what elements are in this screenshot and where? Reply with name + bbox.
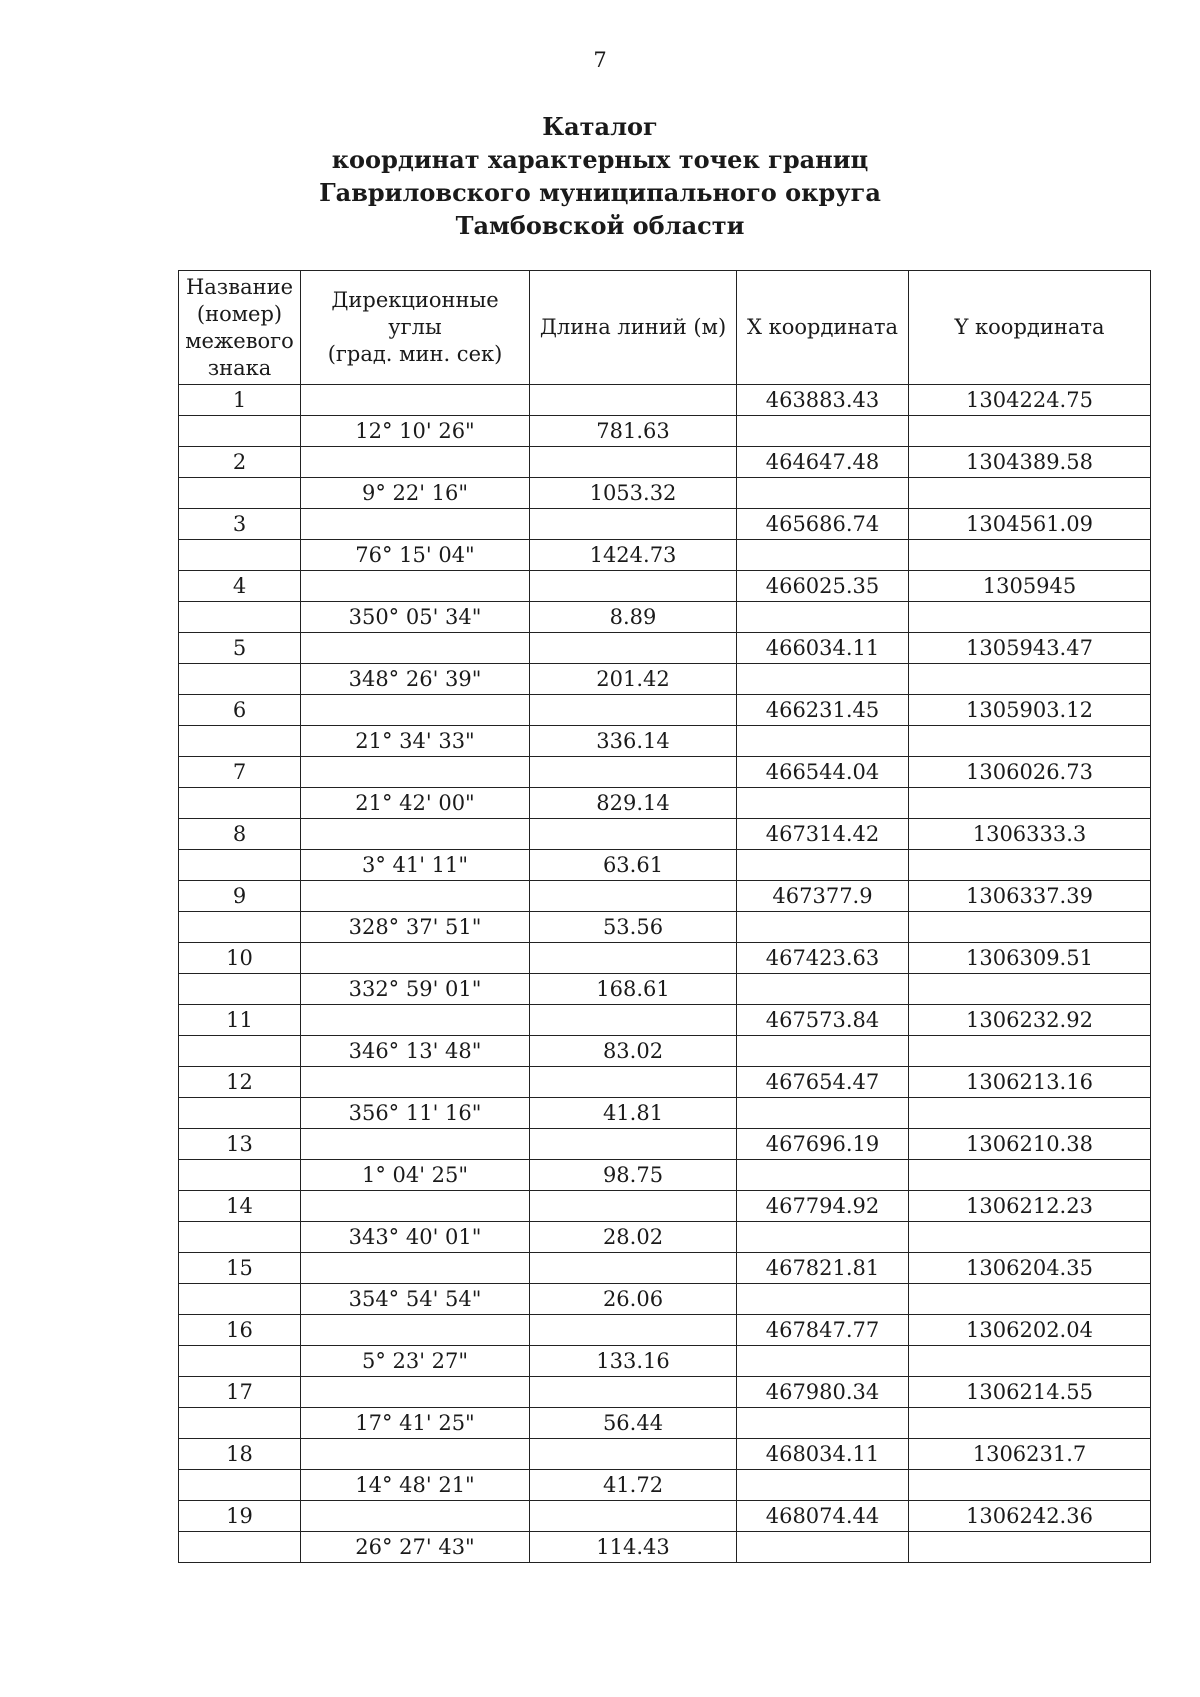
cell-y: 1305943.47 [909,633,1151,664]
cell-length: 63.61 [530,850,737,881]
cell-mark [179,726,301,757]
cell-angle [301,1067,530,1098]
cell-y [909,726,1151,757]
cell-length: 336.14 [530,726,737,757]
cell-length [530,1067,737,1098]
cell-x [737,1408,909,1439]
cell-mark: 17 [179,1377,301,1408]
cell-x [737,1346,909,1377]
cell-angle: 12° 10' 26" [301,416,530,447]
table-row-point [179,1439,1151,1470]
cell-mark [179,850,301,881]
cell-x [737,602,909,633]
table-row-point [179,1005,1151,1036]
cell-x [737,478,909,509]
cell-mark [179,1036,301,1067]
cell-x: 468034.11 [737,1439,909,1470]
cell-mark: 18 [179,1439,301,1470]
cell-x [737,664,909,695]
cell-length [530,1377,737,1408]
table-row-point [179,571,1151,602]
cell-length: 53.56 [530,912,737,943]
cell-mark: 12 [179,1067,301,1098]
cell-mark [179,1470,301,1501]
cell-mark [179,1222,301,1253]
cell-y: 1306242.36 [909,1501,1151,1532]
cell-length [530,1315,737,1346]
cell-mark: 3 [179,509,301,540]
cell-length: 829.14 [530,788,737,819]
cell-length [530,571,737,602]
cell-mark [179,478,301,509]
table-row-segment [179,1222,1151,1253]
cell-length [530,819,737,850]
cell-mark: 13 [179,1129,301,1160]
cell-y: 1304389.58 [909,447,1151,478]
table-row-point [179,447,1151,478]
cell-y [909,1408,1151,1439]
cell-x [737,1098,909,1129]
cell-y [909,788,1151,819]
cell-x: 467696.19 [737,1129,909,1160]
cell-x: 467377.9 [737,881,909,912]
cell-y [909,602,1151,633]
cell-length [530,447,737,478]
cell-length: 114.43 [530,1532,737,1563]
cell-x: 466034.11 [737,633,909,664]
table-row-point [179,943,1151,974]
cell-x: 467980.34 [737,1377,909,1408]
cell-length: 26.06 [530,1284,737,1315]
cell-y [909,1532,1151,1563]
table-row-segment [179,1098,1151,1129]
cell-x: 466544.04 [737,757,909,788]
cell-y [909,478,1151,509]
cell-length [530,881,737,912]
cell-x [737,788,909,819]
cell-y: 1306309.51 [909,943,1151,974]
cell-y: 1306214.55 [909,1377,1151,1408]
cell-x: 467314.42 [737,819,909,850]
cell-mark: 9 [179,881,301,912]
cell-y: 1306204.35 [909,1253,1151,1284]
cell-angle: 21° 34' 33" [301,726,530,757]
cell-angle [301,447,530,478]
cell-y: 1306210.38 [909,1129,1151,1160]
cell-y: 1306213.16 [909,1067,1151,1098]
table-row-segment [179,974,1151,1005]
cell-mark [179,1532,301,1563]
cell-length: 83.02 [530,1036,737,1067]
cell-angle [301,1439,530,1470]
cell-y [909,1098,1151,1129]
cell-angle [301,571,530,602]
cell-y [909,1036,1151,1067]
header-angle [301,271,530,385]
cell-x [737,726,909,757]
cell-angle: 346° 13' 48" [301,1036,530,1067]
cell-angle [301,695,530,726]
cell-mark [179,1346,301,1377]
cell-angle [301,385,530,416]
table-row-point [179,819,1151,850]
cell-mark [179,974,301,1005]
coordinates-table [178,270,1151,1563]
cell-length [530,1129,737,1160]
cell-x: 466231.45 [737,695,909,726]
cell-y: 1305903.12 [909,695,1151,726]
cell-angle [301,1253,530,1284]
header-mark-line: знака [207,355,272,380]
cell-angle [301,509,530,540]
cell-mark [179,664,301,695]
table-row-point [179,1129,1151,1160]
cell-angle [301,881,530,912]
cell-length [530,509,737,540]
cell-y [909,416,1151,447]
cell-x [737,974,909,1005]
cell-angle: 76° 15' 04" [301,540,530,571]
cell-length [530,1439,737,1470]
cell-angle: 1° 04' 25" [301,1160,530,1191]
cell-length: 133.16 [530,1346,737,1377]
page-number: 7 [593,48,607,72]
cell-y [909,850,1151,881]
cell-mark: 4 [179,571,301,602]
cell-y [909,540,1151,571]
cell-mark: 19 [179,1501,301,1532]
table-row-segment [179,664,1151,695]
cell-mark [179,602,301,633]
cell-length: 41.72 [530,1470,737,1501]
table-row-point [179,1067,1151,1098]
table-row-segment [179,1284,1151,1315]
cell-angle: 26° 27' 43" [301,1532,530,1563]
table-row-point [179,1501,1151,1532]
cell-y [909,1346,1151,1377]
cell-angle: 328° 37' 51" [301,912,530,943]
cell-y [909,912,1151,943]
table-row-segment [179,1036,1151,1067]
table-row-point [179,1377,1151,1408]
cell-length [530,1253,737,1284]
header-length: Длина линий (м) [530,271,737,385]
cell-x: 467654.47 [737,1067,909,1098]
cell-mark [179,1408,301,1439]
table-row-segment [179,726,1151,757]
table-row-point [179,695,1151,726]
cell-angle: 14° 48' 21" [301,1470,530,1501]
cell-y: 1304561.09 [909,509,1151,540]
cell-length [530,385,737,416]
cell-angle: 350° 05' 34" [301,602,530,633]
cell-x: 468074.44 [737,1501,909,1532]
cell-mark: 11 [179,1005,301,1036]
cell-mark: 7 [179,757,301,788]
cell-length [530,695,737,726]
header-y: Y координата [909,271,1151,385]
cell-mark [179,1284,301,1315]
cell-y: 1306026.73 [909,757,1151,788]
cell-angle [301,1005,530,1036]
cell-x [737,1532,909,1563]
cell-angle [301,1501,530,1532]
cell-length: 28.02 [530,1222,737,1253]
table-row-segment [179,602,1151,633]
title-line: Каталог [542,112,658,141]
header-angle-line: углы [388,315,442,339]
title-line: Тамбовской области [455,211,745,240]
cell-angle [301,1315,530,1346]
cell-y: 1306232.92 [909,1005,1151,1036]
table-body [179,385,1151,1563]
cell-length [530,633,737,664]
cell-mark: 16 [179,1315,301,1346]
table-row-segment [179,540,1151,571]
cell-y: 1306333.3 [909,819,1151,850]
cell-x: 464647.48 [737,447,909,478]
cell-y: 1306202.04 [909,1315,1151,1346]
document-title [0,110,1200,242]
cell-mark: 10 [179,943,301,974]
cell-x [737,912,909,943]
cell-y: 1306337.39 [909,881,1151,912]
cell-angle: 348° 26' 39" [301,664,530,695]
cell-length: 781.63 [530,416,737,447]
cell-angle: 17° 41' 25" [301,1408,530,1439]
cell-length: 168.61 [530,974,737,1005]
cell-mark [179,1098,301,1129]
table-header-row [179,271,1151,385]
cell-y: 1305945 [909,571,1151,602]
header-mark-line: межевого [185,328,294,353]
cell-y [909,1222,1151,1253]
cell-length: 41.81 [530,1098,737,1129]
table-row-segment [179,1532,1151,1563]
header-x: X координата [737,271,909,385]
table-row-segment [179,1470,1151,1501]
cell-mark: 5 [179,633,301,664]
cell-mark: 14 [179,1191,301,1222]
cell-angle [301,819,530,850]
table-row-segment [179,850,1151,881]
cell-y: 1306212.23 [909,1191,1151,1222]
header-angle-line: (град. мин. сек) [327,342,503,366]
cell-angle [301,1377,530,1408]
cell-x: 466025.35 [737,571,909,602]
cell-mark [179,540,301,571]
cell-angle: 356° 11' 16" [301,1098,530,1129]
table-row-segment [179,912,1151,943]
cell-x: 467821.81 [737,1253,909,1284]
table-row-point [179,385,1151,416]
cell-y: 1306231.7 [909,1439,1151,1470]
cell-length: 56.44 [530,1408,737,1439]
cell-x [737,1222,909,1253]
cell-length [530,1005,737,1036]
table-row-point [179,1253,1151,1284]
table-row-segment [179,1160,1151,1191]
cell-x [737,850,909,881]
table-row-point [179,633,1151,664]
cell-y: 1304224.75 [909,385,1151,416]
cell-mark [179,788,301,819]
cell-x [737,1284,909,1315]
title-line: координат характерных точек границ [331,145,869,174]
table-row-segment [179,788,1151,819]
cell-length [530,943,737,974]
cell-x: 467794.92 [737,1191,909,1222]
cell-mark [179,912,301,943]
cell-length: 1424.73 [530,540,737,571]
cell-angle [301,1191,530,1222]
header-mark-line: Название [185,274,294,299]
cell-x: 463883.43 [737,385,909,416]
cell-y [909,1470,1151,1501]
table-row-point [179,757,1151,788]
table-row-segment [179,416,1151,447]
cell-mark [179,1160,301,1191]
cell-angle: 21° 42' 00" [301,788,530,819]
cell-mark: 1 [179,385,301,416]
cell-x: 467423.63 [737,943,909,974]
cell-length: 1053.32 [530,478,737,509]
header-mark [179,271,301,385]
cell-x: 467573.84 [737,1005,909,1036]
cell-length [530,1501,737,1532]
cell-angle [301,757,530,788]
cell-angle [301,1129,530,1160]
cell-angle: 9° 22' 16" [301,478,530,509]
table-row-segment [179,1346,1151,1377]
cell-mark [179,416,301,447]
cell-x [737,416,909,447]
cell-angle: 343° 40' 01" [301,1222,530,1253]
table-row-point [179,1191,1151,1222]
cell-angle [301,633,530,664]
cell-y [909,974,1151,1005]
table-row-point [179,1315,1151,1346]
cell-y [909,1284,1151,1315]
table-row-segment [179,478,1151,509]
cell-length: 8.89 [530,602,737,633]
cell-length: 201.42 [530,664,737,695]
table-row-point [179,509,1151,540]
cell-angle: 332° 59' 01" [301,974,530,1005]
cell-y [909,664,1151,695]
cell-length [530,1191,737,1222]
cell-angle [301,943,530,974]
cell-mark: 8 [179,819,301,850]
cell-angle: 3° 41' 11" [301,850,530,881]
title-line: Гавриловского муниципального округа [319,178,881,207]
cell-angle: 354° 54' 54" [301,1284,530,1315]
cell-mark: 15 [179,1253,301,1284]
cell-y [909,1160,1151,1191]
table-row-point [179,881,1151,912]
cell-mark: 2 [179,447,301,478]
cell-mark: 6 [179,695,301,726]
cell-angle: 5° 23' 27" [301,1346,530,1377]
cell-length: 98.75 [530,1160,737,1191]
cell-x [737,1470,909,1501]
cell-x [737,540,909,571]
cell-x [737,1160,909,1191]
cell-x: 465686.74 [737,509,909,540]
header-angle-line: Дирекционные [331,288,499,312]
cell-x [737,1036,909,1067]
cell-x: 467847.77 [737,1315,909,1346]
table-row-segment [179,1408,1151,1439]
header-mark-line: (номер) [196,301,283,326]
cell-length [530,757,737,788]
